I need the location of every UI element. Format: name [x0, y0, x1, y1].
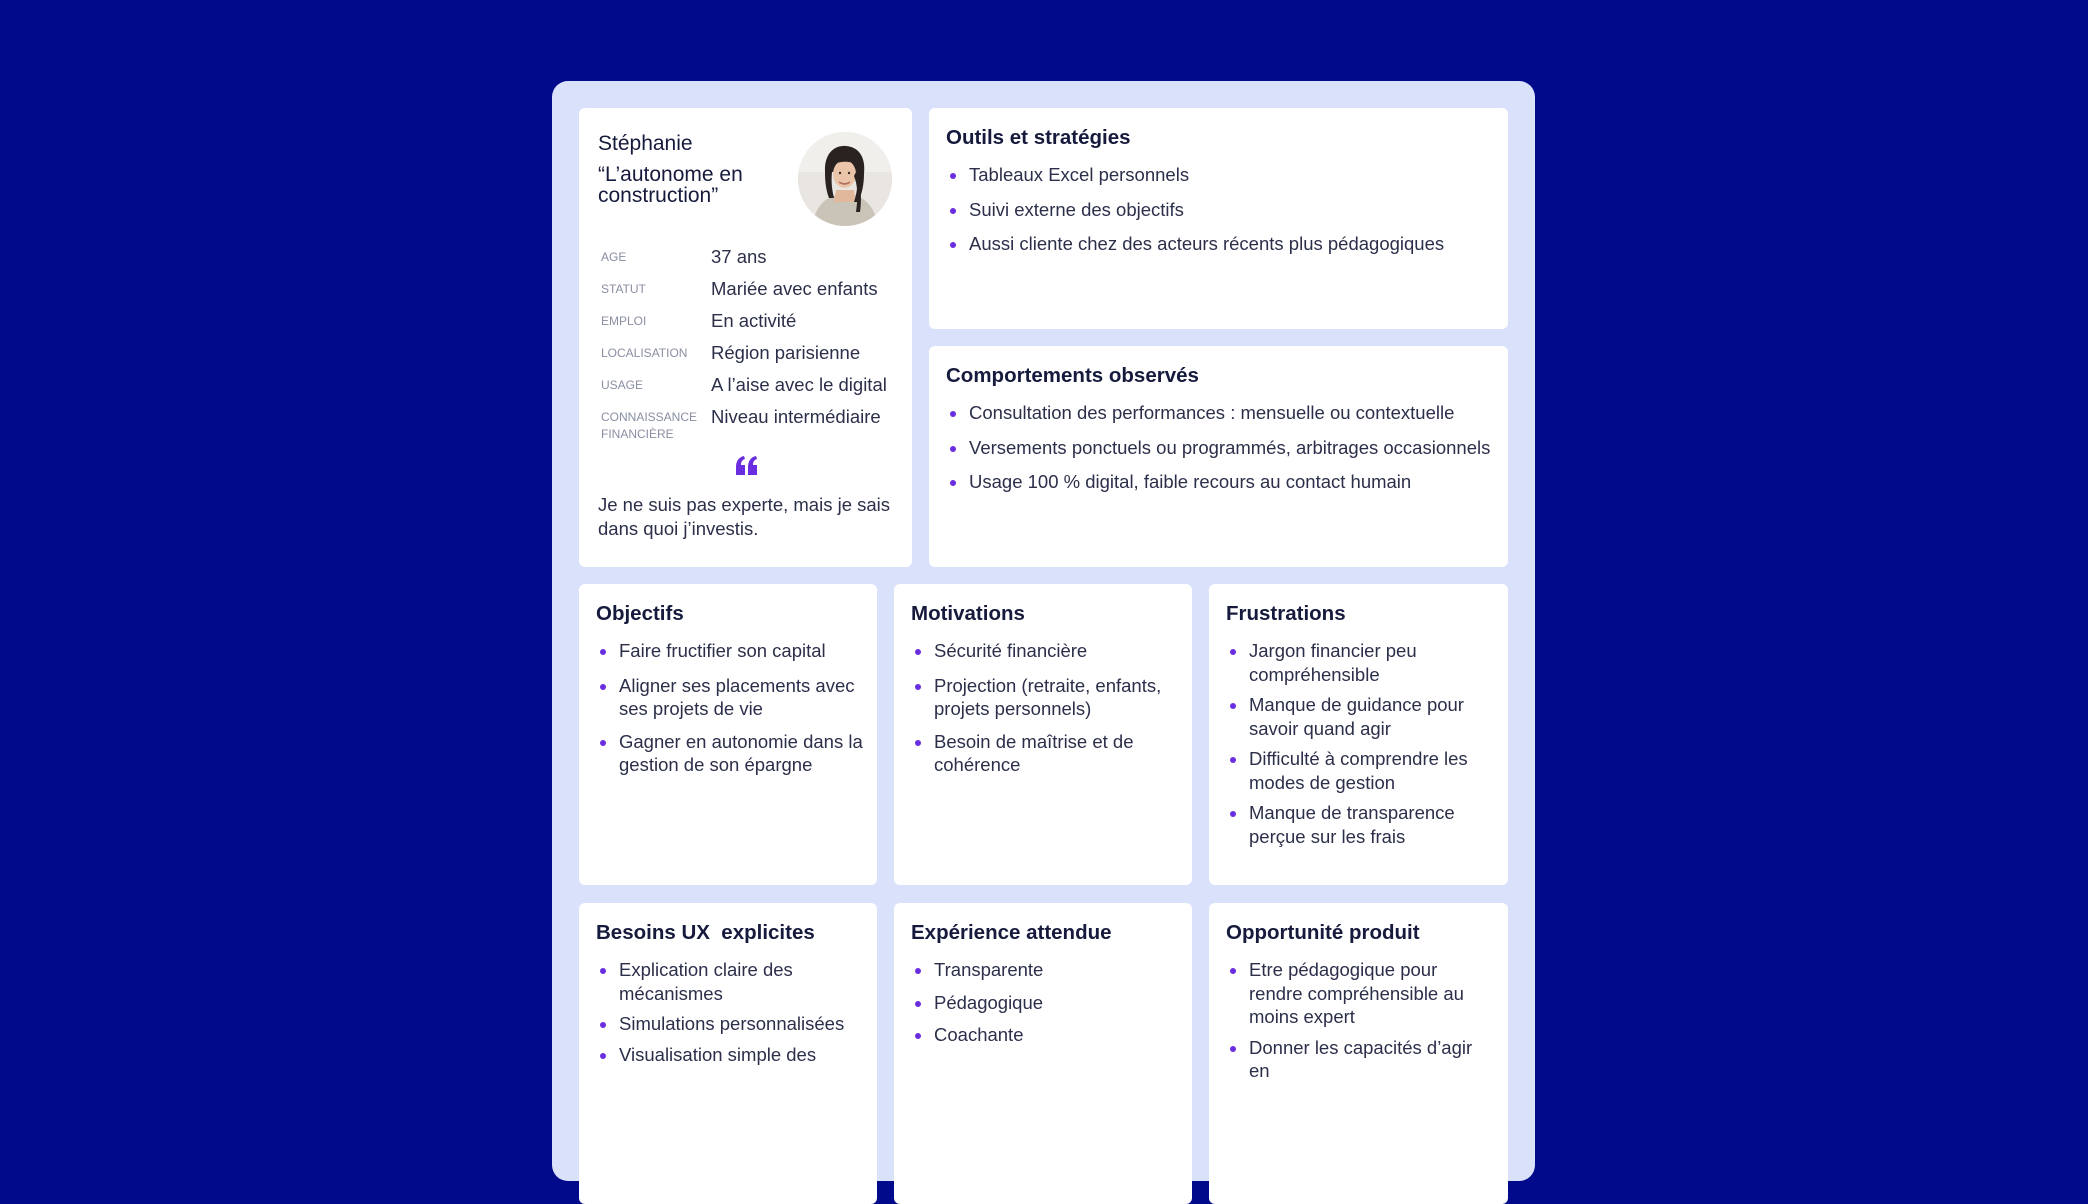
persona-board — [552, 81, 1535, 1181]
list-item: Pédagogique — [911, 991, 1178, 1015]
persona-nickname: “L’autonome en construction” — [598, 163, 743, 207]
bullet-icon — [915, 968, 921, 974]
bullet-icon — [950, 242, 956, 248]
list-item: Faire fructifier son capital — [596, 639, 863, 663]
persona-name: Stéphanie — [598, 132, 693, 155]
bullet-icon — [1230, 1046, 1236, 1052]
info-label: STATUT — [601, 282, 646, 296]
list-item: Aligner ses placements avec ses projets de vie — [596, 674, 863, 721]
info-value: Niveau intermédiaire — [711, 406, 881, 427]
objectives-list — [596, 639, 863, 777]
info-label: EMPLOI — [601, 314, 647, 328]
bullet-icon — [600, 1053, 606, 1059]
list-item: Besoin de maîtrise et de cohérence — [911, 730, 1178, 777]
behaviors-title: Comportements observés — [946, 364, 1199, 387]
list-item: Projection (retraite, enfants, projets personnels) — [911, 674, 1178, 721]
tools-card — [929, 108, 1508, 329]
bullet-icon — [915, 1001, 921, 1007]
quote-icon — [734, 453, 760, 479]
info-value: A l’aise avec le digital — [711, 374, 887, 395]
info-value: En activité — [711, 310, 797, 331]
list-item: Usage 100 % digital, faible recours au contact humain — [946, 470, 1494, 494]
list-item: Sécurité financière — [911, 639, 1178, 663]
list-item: Gagner en autonomie dans la gestion de son épargne — [596, 730, 863, 777]
list-item: Simulations personnalisées — [596, 1012, 863, 1036]
bullet-icon — [915, 684, 921, 690]
bullet-icon — [1230, 649, 1236, 655]
bullet-icon — [1230, 968, 1236, 974]
frustrations-title: Frustrations — [1226, 602, 1346, 625]
product-opportunity-card — [1209, 903, 1508, 1204]
bullet-icon — [950, 208, 956, 214]
list-item: Manque de guidance pour savoir quand agir — [1226, 693, 1494, 740]
list-item: Versements ponctuels ou programmés, arbitrages occasionnels — [946, 436, 1494, 460]
info-label: LOCALISATION — [601, 346, 688, 360]
bullet-icon — [915, 740, 921, 746]
bullet-icon — [915, 1033, 921, 1039]
experience-title: Expérience attendue — [911, 921, 1112, 944]
motivations-list — [911, 639, 1178, 777]
bullet-icon — [950, 411, 956, 417]
motivations-card — [894, 584, 1192, 885]
bullet-icon — [600, 740, 606, 746]
list-item: Jargon financier peu compréhensible — [1226, 639, 1494, 686]
bullet-icon — [600, 968, 606, 974]
bullet-icon — [1230, 757, 1236, 763]
frustrations-list — [1226, 639, 1494, 848]
info-label: CONNAISSANCE FINANCIÈRE — [601, 410, 698, 441]
list-item: Manque de transparence perçue sur les frais — [1226, 801, 1494, 848]
list-item: Etre pédagogique pour rendre compréhensible au moins expert — [1226, 958, 1494, 1029]
tools-list — [946, 163, 1494, 256]
bullet-icon — [950, 480, 956, 486]
bullet-icon — [1230, 703, 1236, 709]
list-item: Donner les capacités d’agir en — [1226, 1036, 1494, 1083]
bullet-icon — [600, 1022, 606, 1028]
objectives-title: Objectifs — [596, 602, 684, 625]
profile-card — [579, 108, 912, 567]
list-item: Coachante — [911, 1023, 1178, 1047]
motivations-title: Motivations — [911, 602, 1025, 625]
persona-quote: Je ne suis pas experte, mais je sais dans quoi j’investis. — [598, 494, 891, 539]
list-item: Aussi cliente chez des acteurs récents plus pédagogiques — [946, 232, 1494, 256]
list-item: Tableaux Excel personnels — [946, 163, 1494, 187]
product-opportunity-list — [1226, 958, 1494, 1083]
avatar — [798, 132, 892, 226]
behaviors-card — [929, 346, 1508, 567]
behaviors-list — [946, 401, 1494, 494]
bullet-icon — [1230, 811, 1236, 817]
info-label: AGE — [601, 250, 627, 264]
bullet-icon — [600, 684, 606, 690]
objectives-card — [579, 584, 877, 885]
list-item: Difficulté à comprendre les modes de gestion — [1226, 747, 1494, 794]
experience-card — [894, 903, 1192, 1204]
product-opportunity-title: Opportunité produit — [1226, 921, 1420, 944]
bullet-icon — [915, 649, 921, 655]
info-value: Région parisienne — [711, 342, 861, 363]
list-item: Transparente — [911, 958, 1178, 982]
experience-list — [911, 958, 1178, 1047]
tools-title: Outils et stratégies — [946, 126, 1131, 149]
info-value: 37 ans — [711, 246, 767, 267]
list-item: Visualisation simple des — [596, 1043, 863, 1067]
bullet-icon — [600, 649, 606, 655]
bullet-icon — [950, 446, 956, 452]
ux-needs-title: Besoins UX explicites — [596, 921, 815, 944]
info-value: Mariée avec enfants — [711, 278, 878, 299]
list-item: Suivi externe des objectifs — [946, 198, 1494, 222]
list-item: Explication claire des mécanismes — [596, 958, 863, 1005]
ux-needs-card — [579, 903, 877, 1204]
list-item: Consultation des performances : mensuelle ou contextuelle — [946, 401, 1494, 425]
bullet-icon — [950, 173, 956, 179]
frustrations-card — [1209, 584, 1508, 885]
info-label: USAGE — [601, 378, 644, 392]
ux-needs-list — [596, 958, 863, 1066]
